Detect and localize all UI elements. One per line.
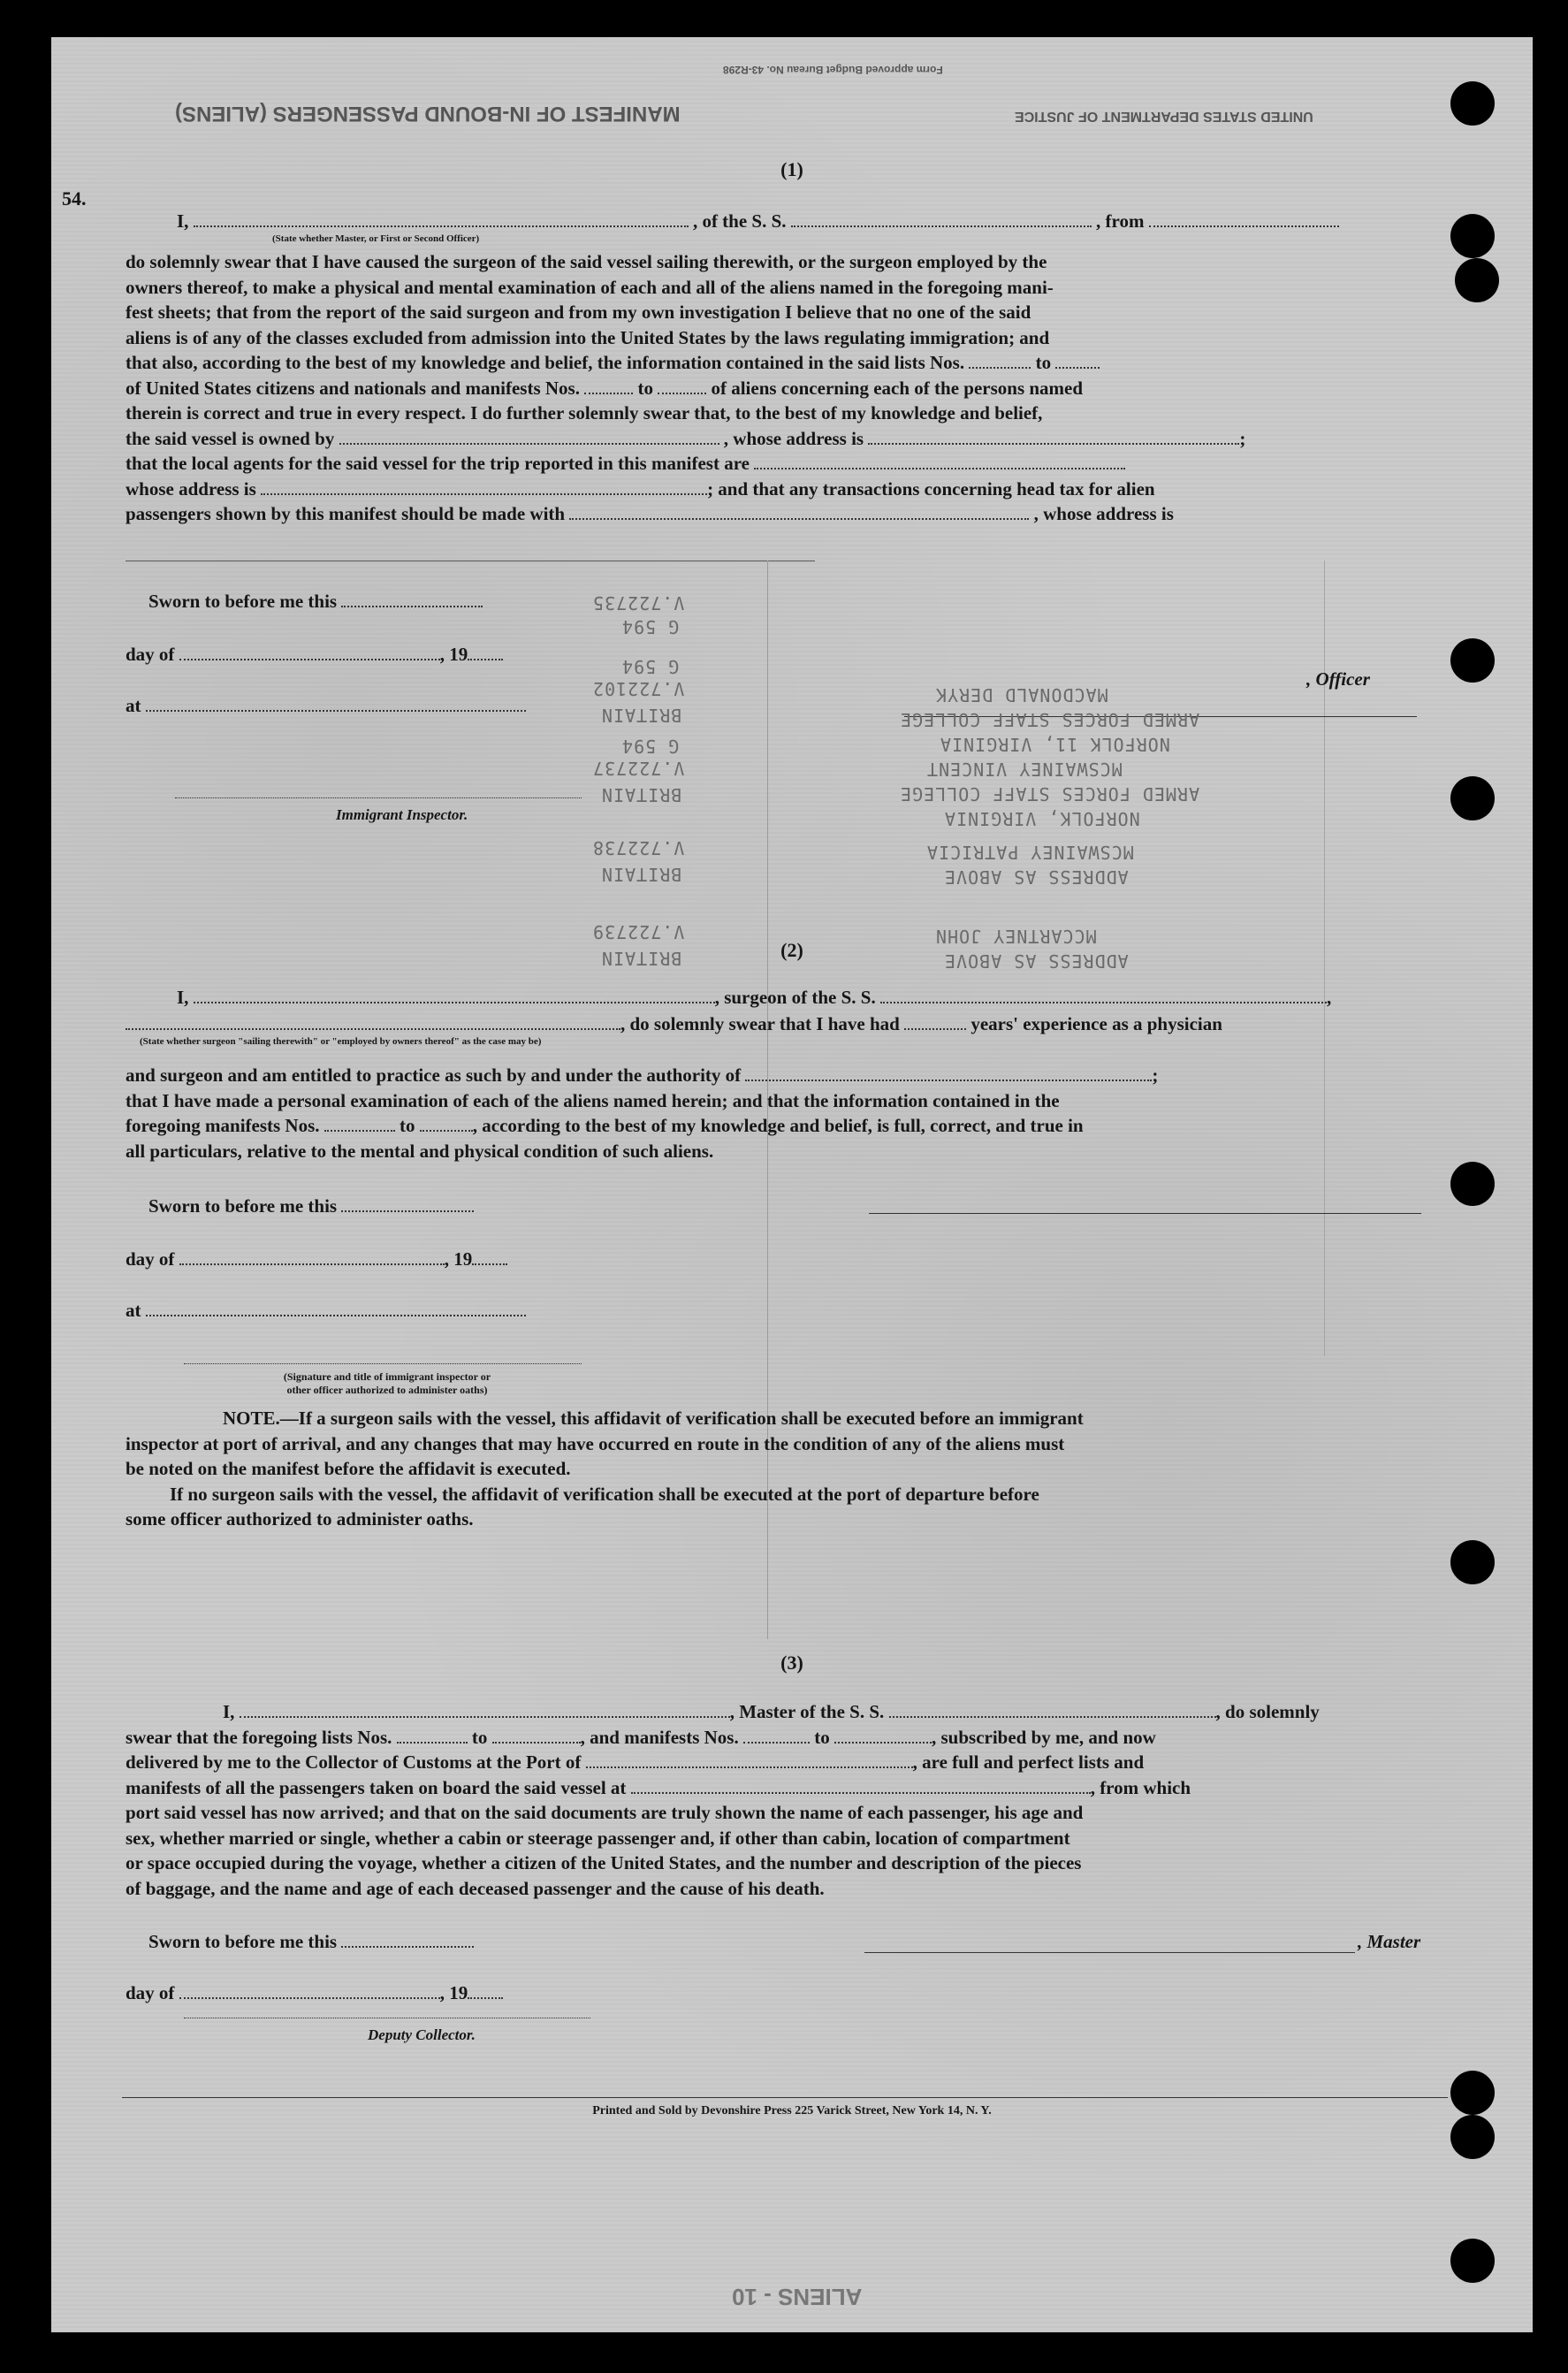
- s3-from-which-label: , from which: [1090, 1776, 1191, 1798]
- s2-paragraph: and surgeon and am entitled to practice as such by and under the authority of ; that I have made a personal examination of each of the aliens named herein; and that the information contained in the foregoing manifests Nos. to , according to the best of my knowledge and belief, is full, correct, and true in all particulars, relative to the mental and physical condition of such aliens.: [126, 1063, 1444, 1164]
- s3-line: sex, whether married or single, whether a cabin or steerage passenger and, if other than cabin, location of compartment: [126, 1827, 1070, 1849]
- stamp-text: MCSWAINEY PATRICIA: [926, 842, 1134, 863]
- s1-agents-address-field[interactable]: [261, 479, 707, 495]
- s2-surgeon-name-field[interactable]: [194, 988, 715, 1003]
- s3-embark-port-field[interactable]: [631, 1778, 1091, 1794]
- s1-sworn-label: Sworn to before me this: [148, 591, 338, 612]
- s2-sworn-label: Sworn to before me this: [148, 1195, 338, 1217]
- s1-head-tax-field[interactable]: [569, 504, 1029, 520]
- s2-swear-label: , do solemnly swear that I have had: [620, 1013, 900, 1034]
- s2-day-of-field[interactable]: [179, 1249, 445, 1265]
- punch-hole: [1450, 1540, 1495, 1584]
- s3-to-label: to: [471, 1726, 488, 1748]
- s2-line: all particulars, relative to the mental and physical condition of such aliens.: [126, 1140, 714, 1162]
- s1-to-label: to: [1035, 352, 1052, 373]
- s1-owner-field[interactable]: [339, 429, 719, 445]
- s1-year-label: , 19: [439, 644, 468, 665]
- s3-sworn-day-field[interactable]: [341, 1932, 474, 1948]
- s3-collector-label: Deputy Collector.: [368, 2026, 476, 2043]
- stamp-text: V.722738: [592, 837, 685, 858]
- s1-under-note: (State whether Master, or First or Second Officer): [272, 233, 480, 244]
- stamp-text: G 594: [621, 616, 680, 637]
- s1-vessel-name-field[interactable]: [791, 211, 1092, 227]
- s2-manifests-to-field[interactable]: [420, 1116, 473, 1132]
- s1-line: fest sheets; that from the report of the said surgeon and from my own investigation I believe that no one of the said: [126, 301, 1031, 323]
- margin-note: 54.: [62, 187, 87, 210]
- s3-manifests-to-field[interactable]: [834, 1728, 932, 1744]
- s2-day-of-label: day of: [126, 1248, 175, 1270]
- s3-lists-from-field[interactable]: [397, 1728, 468, 1744]
- s1-sworn-day-field[interactable]: [341, 591, 483, 607]
- section-1-number: (1): [780, 158, 803, 180]
- s1-to-label: to: [637, 377, 653, 399]
- s1-manifests-from-field[interactable]: [584, 378, 633, 394]
- punch-hole: [1455, 258, 1499, 302]
- s3-year-label: , 19: [439, 1982, 468, 2003]
- s1-line: do solemnly swear that I have caused the surgeon of the said vessel sailing therewith, or the surgeon employed by the: [126, 251, 1047, 272]
- s3-taken-on-board-label: manifests of all the passengers taken on board the said vessel at: [126, 1776, 627, 1798]
- s2-note: [126, 1406, 1444, 1532]
- s3-lists-to-field[interactable]: [492, 1728, 581, 1744]
- s1-inspector-signature-line[interactable]: [175, 797, 582, 798]
- s1-lists-to-field[interactable]: [1055, 353, 1100, 369]
- s2-sig-note-line: other officer authorized to administer oaths): [286, 1384, 488, 1396]
- manifest-page: MANIFEST OF IN-BOUND PASSENGERS (ALIENS) UNITED STATES DEPARTMENT OF JUSTICE Form approved Budget Bureau No. 43-R298 54. (1) I, , of the S. S. , from (State whether Master, or First or Second Officer) do solemnly swear that I have caused the surgeon of the said vessel sailing therewith, or the surgeon employed by the owners thereof, to make a physical and mental examination of each and all of the aliens named in the foregoing mani- fest sheets; that from the report of the said surgeon and from my own investigation I believe that no one of the said aliens is of any of the classes excluded from admission into the United States by the laws regulating immigration; and that also, according to the best of my knowledge and belief, the information contained in the said lists Nos. to of United States citizens and nationals and manifests Nos. to of aliens concerning each of the persons named therein is correct and true in every respect. I do further solemnly swear that, to the best of my knowledge and belief, the said vessel is owned by , whose address is ; that the local agents for the said vessel for the trip reported in this manifest are whose address is ; and that any transactions concerning head tax for alien passengers shown by this manifest should be made with , whose address is Sworn to before me this day of , 19 at , Officer Immigrant Inspector. V.722735 G 594 G 594 V.722102 BRITAIN G 594 V.722737 BRITAIN V.722738 BRITAIN V.722739 BRITAIN MACDONALD DERYK ARMED FORCES STAFF COLLEGE NORFOLK 11, VIRGINIA MCSWAINEY VINCENT ARMED FORCES STAFF COLLEGE NORFOLK, VIRGINIA MCSWAINEY PATRICIA ADDRESS AS ABOVE MCCARTNEY JOHN ADDRESS AS ABOVE (2) I, , surgeon of the S. S. , , do solemnly swear that I have had years' experience as a physician (State whether surgeon "sailing therewith" or "employed by owners thereof" as the case may be) and surgeon and am entitled to practice as such by and under the authority of ; that I have made a personal examination of each of the aliens named herein; and that the information contained in the foregoing manifests Nos. to , according to the best of my knowledge and belief, is full, correct, and true in all particulars, relative to the mental and physical condition of such aliens. Sworn to before me this day of , 19 at (Signature and title of immigrant inspector or other officer authorized to administer oaths) NOTE.—If a surgeon sails with the vessel, this affidavit of verification shall be executed before an immigrant inspector at port of arrival, and any changes that may have occurred en route in the condition of any of the aliens must be noted on the manifest before the affidavit is executed. If no surgeon sails with the vessel, the affidavit of verification shall be executed at the port of departure before some officer authorized to administer oaths. (3) I, , Master of the S. S. , do solemnly swear that the foregoing lists Nos. to , and manifests Nos. to , subscribed by me, and now delivered by me to the Collector of Customs at the Port of , are full and perfect lists and manifests of all the passengers taken on board the said vessel at , from which port said vessel has now arrived; and that on the said documents are truly shown the name of each passenger, his age and sex, whether married or single, whether a cabin or steerage passenger and, if other than cabin, location of compartment or space occupied during the voyage, whether a citizen of the United States, and the number and description of the pieces of baggage, and the name and age of each deceased passenger and the cause of his death. Sworn to before me this , Master day of , 19 Deputy Collector. Printed and Sold by Devonshire Press 225 Varick Street, New York 14, N. Y. ALIENS - 10: [51, 37, 1533, 2332]
- s2-note-label: NOTE.: [223, 1408, 280, 1429]
- s2-sig-note: [193, 1370, 582, 1397]
- s3-collector-label: delivered by me to the Collector of Customs at the Port of: [126, 1751, 582, 1773]
- punch-hole: [1450, 214, 1495, 258]
- stamp-text: MCCARTNEY JOHN: [935, 926, 1097, 947]
- s2-years-field[interactable]: [904, 1014, 966, 1030]
- s3-lists-label: swear that the foregoing lists Nos.: [126, 1726, 392, 1748]
- stamp-text: V.722739: [592, 921, 685, 942]
- s2-surgeon-signature-line[interactable]: [869, 1213, 1421, 1214]
- s1-of-ss-label: , of the S. S.: [692, 210, 787, 232]
- faint-form-number: ALIENS - 10: [732, 2284, 863, 2310]
- s1-line: that the local agents for the said vessel for the trip reported in this manifest are: [126, 453, 750, 474]
- s2-line: that I have made a personal examination of each of the aliens named herein; and that the information contained in the: [126, 1089, 1060, 1111]
- s2-years-label: years' experience as a physician: [970, 1013, 1222, 1034]
- s3-line: or space occupied during the voyage, whether a citizen of the United States, and the number and description of the pieces: [126, 1852, 1082, 1873]
- stamp-text: ADDRESS AS ABOVE: [944, 866, 1129, 888]
- s1-paragraph: do solemnly swear that I have caused the surgeon of the said vessel sailing therewith, or the surgeon employed by the owners thereof, to make a physical and mental examination of each and all of the aliens named in the foregoing mani- fest sheets; that from the report of the said surgeon and from my own investigation I believe that no one of the said aliens is of any of the classes excluded from admission into the United States by the laws regulating immigration; and that also, according to the best of my knowledge and belief, the information contained in the said lists Nos. to of United States citizens and nationals and manifests Nos. to of aliens concerning each of the persons named therein is correct and true in every respect. I do further solemnly swear that, to the best of my knowledge and belief, the said vessel is owned by , whose address is ; that the local agents for the said vessel for the trip reported in this manifest are whose address is ; and that any transactions concerning head tax for alien passengers shown by this manifest should be made with , whose address is: [126, 249, 1444, 527]
- stamp-text: ADDRESS AS ABOVE: [944, 950, 1129, 972]
- punch-hole: [1450, 81, 1495, 126]
- s2-sig-note-line: (Signature and title of immigrant inspector or: [283, 1370, 491, 1383]
- s1-of-aliens-label: of aliens concerning each of the persons named: [711, 377, 1084, 399]
- s2-authority-field[interactable]: [745, 1065, 1152, 1081]
- s1-line: owners thereof, to make a physical and mental examination of each and all of the aliens named in the foregoing mani-: [126, 276, 1054, 298]
- s2-to-label: to: [400, 1115, 415, 1136]
- s3-master-of-ss-label: , Master of the S. S.: [729, 1701, 885, 1722]
- s2-note-line: If no surgeon sails with the vessel, the affidavit of verification shall be executed at the port of departure before: [170, 1483, 1039, 1505]
- stamp-text: MACDONALD DERYK: [935, 684, 1108, 706]
- stamp-text: MCSWAINEY VINCENT: [926, 759, 1123, 780]
- s1-year-field[interactable]: [468, 645, 503, 660]
- stamp-text: BRITAIN: [601, 784, 682, 805]
- s3-manifests-label: , and manifests Nos.: [580, 1726, 739, 1748]
- section-2-number: (2): [780, 939, 803, 961]
- s1-line: the said vessel is owned by: [126, 427, 335, 449]
- s1-line: aliens is of any of the classes excluded from admission into the United States by the laws regulating immigration; and: [126, 326, 1050, 348]
- s2-note-line: inspector at port of arrival, and any changes that may have occurred en route in the condition of any of the aliens must: [126, 1432, 1065, 1454]
- s1-inspector-label: Immigrant Inspector.: [336, 806, 468, 823]
- stamp-text: G 594: [621, 656, 680, 677]
- stamp-text: V.722102: [592, 678, 685, 699]
- s2-manifests-from-field[interactable]: [324, 1116, 395, 1132]
- s1-day-of-field[interactable]: [179, 645, 440, 660]
- s1-line: therein is correct and true in every respect. I do further solemnly swear that, to the best of my knowledge and belief,: [126, 402, 1043, 423]
- stamp-text: BRITAIN: [601, 864, 682, 885]
- s1-line: whose address is: [126, 477, 256, 500]
- s2-line: foregoing manifests Nos.: [126, 1115, 320, 1136]
- stamp-text: V.722735: [592, 592, 685, 614]
- section-3-number: (3): [780, 1652, 803, 1674]
- s3-full-lists-label: , are full and perfect lists and: [912, 1751, 1145, 1773]
- faint-header-form: Form approved Budget Bureau No. 43-R298: [723, 64, 943, 76]
- s2-at-field[interactable]: [146, 1301, 526, 1316]
- faint-header-agency: UNITED STATES DEPARTMENT OF JUSTICE: [1015, 109, 1313, 124]
- s1-owner-address-field[interactable]: [868, 429, 1239, 445]
- s3-master-label: , Master: [1358, 1931, 1421, 1952]
- s2-vessel-name-field[interactable]: [880, 988, 1327, 1003]
- s1-line: that also, according to the best of my knowledge and belief, the information contained in the said lists Nos.: [126, 352, 965, 373]
- s2-note-line: be noted on the manifest before the affidavit is executed.: [126, 1458, 571, 1479]
- s3-paragraph: [126, 1699, 1444, 1901]
- s2-signature-line[interactable]: [184, 1363, 582, 1364]
- faint-header-title: MANIFEST OF IN-BOUND PASSENGERS (ALIENS): [175, 102, 681, 126]
- punch-hole: [1450, 2239, 1495, 2283]
- stamp-text: V.722737: [592, 758, 685, 779]
- punch-hole: [1450, 776, 1495, 820]
- s3-line: port said vessel has now arrived; and that on the said documents are truly shown the name of each passenger, his age and: [126, 1802, 1084, 1823]
- s2-note-line: —If a surgeon sails with the vessel, this affidavit of verification shall be executed before an immigrant: [279, 1408, 1084, 1429]
- s1-from-port-field[interactable]: [1149, 211, 1339, 227]
- s2-surgeon-status-field[interactable]: [126, 1014, 620, 1030]
- s1-whose-address-label: , whose address is: [1033, 503, 1174, 524]
- punch-hole: [1450, 2115, 1495, 2159]
- s2-year-label: , 19: [444, 1248, 473, 1270]
- footer-rule: [122, 2097, 1448, 2098]
- s3-i-label: I,: [223, 1701, 235, 1722]
- s3-vessel-name-field[interactable]: [889, 1702, 1216, 1718]
- s1-at-field[interactable]: [146, 696, 526, 712]
- s1-lists-from-field[interactable]: [969, 353, 1031, 369]
- stamp-text: BRITAIN: [601, 948, 682, 969]
- s1-and-that-label: ; and that any transactions concerning head tax for alien: [707, 477, 1155, 500]
- s3-line: of baggage, and the name and age of each deceased passenger and the cause of his death.: [126, 1877, 825, 1899]
- s2-line: and surgeon and am entitled to practice as such by and under the authority of: [126, 1064, 742, 1086]
- s2-according-label: , according to the best of my knowledge and belief, is full, correct, and true in: [472, 1115, 1084, 1136]
- s1-at-label: at: [126, 695, 141, 716]
- stamp-text: NORFOLK, VIRGINIA: [944, 808, 1140, 829]
- s1-agents-field[interactable]: [754, 454, 1125, 469]
- s3-year-field[interactable]: [468, 1983, 503, 1999]
- s2-surgeon-of-ss-label: , surgeon of the S. S.: [714, 987, 876, 1008]
- s2-under-note: (State whether surgeon "sailing therewith" or "employed by owners thereof" as the case may be): [140, 1036, 542, 1047]
- s1-line: passengers shown by this manifest should be made with: [126, 503, 566, 524]
- s3-sworn-label: Sworn to before me this: [148, 1931, 338, 1952]
- s3-master-signature-line[interactable]: [864, 1952, 1355, 1953]
- s3-manifests-from-field[interactable]: [743, 1728, 810, 1744]
- s3-do-solemnly-label: , do solemnly: [1215, 1701, 1320, 1722]
- s3-subscribed-label: , subscribed by me, and now: [931, 1726, 1156, 1748]
- s1-from-label: , from: [1096, 210, 1145, 232]
- punch-hole: [1450, 1162, 1495, 1206]
- s1-line: of United States citizens and nationals and manifests Nos.: [126, 377, 580, 399]
- s1-i-label: I,: [177, 210, 189, 232]
- s2-note-line: some officer authorized to administer oaths.: [126, 1508, 474, 1530]
- stamp-text: ARMED FORCES STAFF COLLEGE: [900, 783, 1200, 805]
- s3-day-of-field[interactable]: [179, 1983, 440, 1999]
- s2-i-label: I,: [177, 987, 189, 1008]
- s3-day-of-label: day of: [126, 1982, 175, 2003]
- stamp-text: NORFOLK 11, VIRGINIA: [940, 734, 1170, 755]
- s1-manifests-to-field[interactable]: [658, 378, 706, 394]
- punch-hole: [1450, 638, 1495, 683]
- s2-sworn-day-field[interactable]: [341, 1196, 474, 1212]
- stamp-text: BRITAIN: [601, 705, 682, 726]
- s3-to-label: to: [814, 1726, 830, 1748]
- s1-day-of-label: day of: [126, 644, 175, 665]
- s1-officer-label: , Officer: [1306, 668, 1370, 690]
- s3-port-field[interactable]: [586, 1752, 913, 1768]
- stamp-text: ARMED FORCES STAFF COLLEGE: [900, 709, 1200, 730]
- s1-whose-address-label: , whose address is: [723, 427, 864, 449]
- s3-master-name-field[interactable]: [240, 1702, 730, 1718]
- stamp-text: G 594: [621, 736, 680, 757]
- s2-year-field[interactable]: [472, 1249, 507, 1265]
- s2-at-label: at: [126, 1300, 141, 1321]
- printer-imprint: Printed and Sold by Devonshire Press 225 Varick Street, New York 14, N. Y.: [592, 2104, 992, 2117]
- s1-officer-name-field[interactable]: [194, 211, 689, 227]
